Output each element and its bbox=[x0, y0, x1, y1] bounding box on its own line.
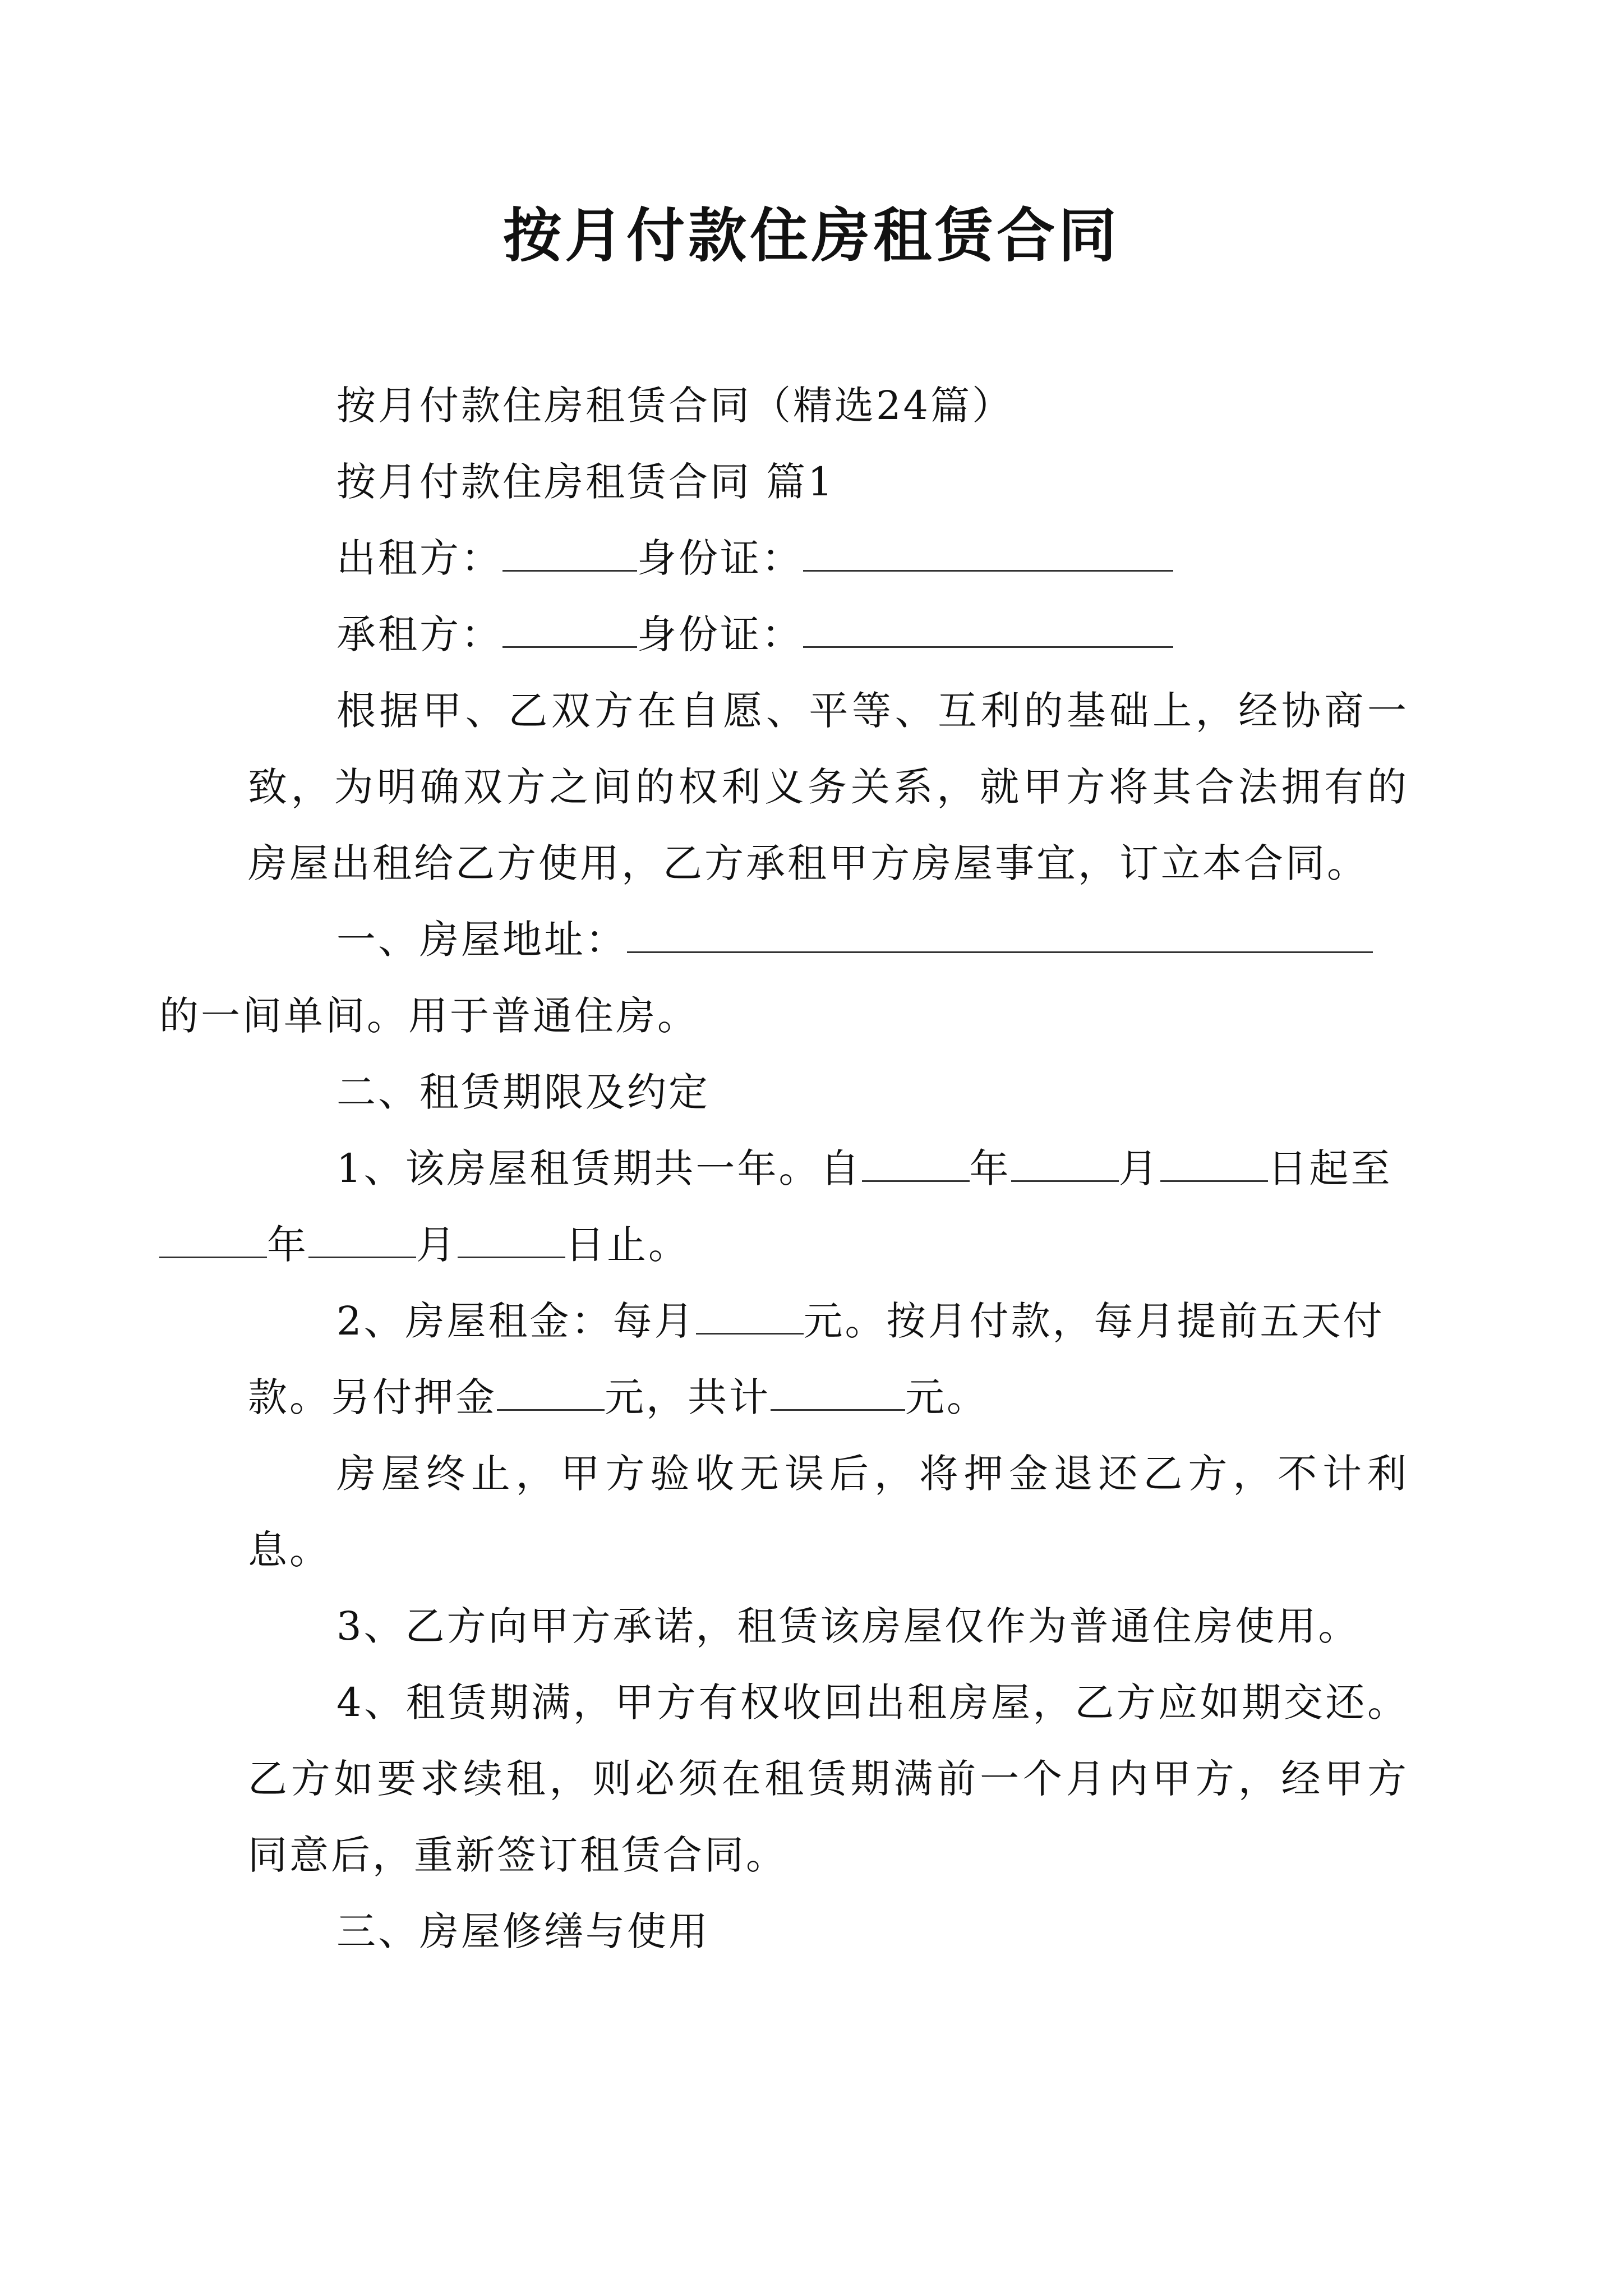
clause-4: 4、租赁期满，甲方有权收回出租房屋，乙方应如期交还。乙方如要求续租，则必须在租赁期满前一个月内甲方，经甲方同意后，重新签订租赁合同。 bbox=[248, 1680, 1409, 1878]
lessee-line bbox=[248, 596, 1409, 673]
end-day-unit: 日止。 bbox=[565, 1222, 690, 1268]
end-year-unit: 年 bbox=[267, 1222, 308, 1268]
lessor-id-label: 身份证： bbox=[637, 535, 803, 581]
lessee-id-label: 身份证： bbox=[637, 611, 803, 657]
start-year-blank bbox=[862, 1141, 970, 1182]
lessor-name-blank bbox=[502, 531, 637, 572]
subtitle: 按月付款住房租赁合同（精选24篇） bbox=[336, 383, 1014, 429]
address-blank bbox=[627, 912, 1373, 953]
rent-middle: 元。按月付款，每月提前五天付款。另付押金 bbox=[248, 1298, 1385, 1420]
end-year-blank bbox=[159, 1217, 267, 1258]
section-heading: 按月付款住房租赁合同 篇1 bbox=[336, 459, 835, 505]
term-prefix: 1、该房屋租赁期共一年。自 bbox=[336, 1145, 862, 1191]
monthly-rent-blank bbox=[696, 1294, 804, 1335]
start-month-blank bbox=[1011, 1141, 1119, 1182]
address-tail: 的一间单间。用于普通住房。 bbox=[159, 993, 699, 1039]
start-month-unit: 月 bbox=[1118, 1145, 1160, 1191]
clause-3: 3、乙方向甲方承诺，租赁该房屋仅作为普通住房使用。 bbox=[336, 1603, 1360, 1649]
lessor-id-blank bbox=[803, 531, 1173, 572]
address-label: 一、房屋地址： bbox=[336, 917, 627, 963]
address-line bbox=[159, 901, 1409, 1054]
total-blank bbox=[771, 1370, 905, 1411]
end-day-blank bbox=[458, 1217, 565, 1258]
deposit-blank bbox=[497, 1370, 605, 1411]
preamble-paragraph: 根据甲、乙双方在自愿、平等、互利的基础上，经协商一致，为明确双方之间的权利义务关系，就甲方将其合法拥有的房屋出租给乙方使用，乙方承租甲方房屋事宜，订立本合同。 bbox=[248, 688, 1409, 886]
rent-clause bbox=[248, 1283, 1409, 1435]
end-month-blank bbox=[308, 1217, 416, 1258]
end-month-unit: 月 bbox=[416, 1222, 458, 1268]
rent-suffix: 元。 bbox=[905, 1374, 988, 1420]
lessee-name-blank bbox=[502, 607, 637, 648]
term-heading: 二、租赁期限及约定 bbox=[336, 1069, 710, 1115]
lessee-label: 承租方： bbox=[336, 611, 502, 657]
lessor-line bbox=[248, 520, 1409, 596]
lessor-label: 出租方： bbox=[336, 535, 502, 581]
lessee-id-blank bbox=[803, 607, 1173, 648]
document-body bbox=[159, 367, 1409, 1970]
document-title: 按月付款住房租赁合同 bbox=[502, 201, 1120, 270]
repair-heading: 三、房屋修缮与使用 bbox=[336, 1908, 710, 1954]
start-year-unit: 年 bbox=[969, 1145, 1011, 1191]
term-clause bbox=[248, 1130, 1409, 1283]
rent-prefix: 2、房屋租金：每月 bbox=[336, 1298, 696, 1344]
start-day-unit: 日起至 bbox=[1267, 1145, 1393, 1191]
deposit-clause: 房屋终止，甲方验收无误后，将押金退还乙方，不计利息。 bbox=[248, 1451, 1409, 1573]
rent-total-label: 元，共计 bbox=[605, 1374, 771, 1420]
start-day-blank bbox=[1160, 1141, 1268, 1182]
